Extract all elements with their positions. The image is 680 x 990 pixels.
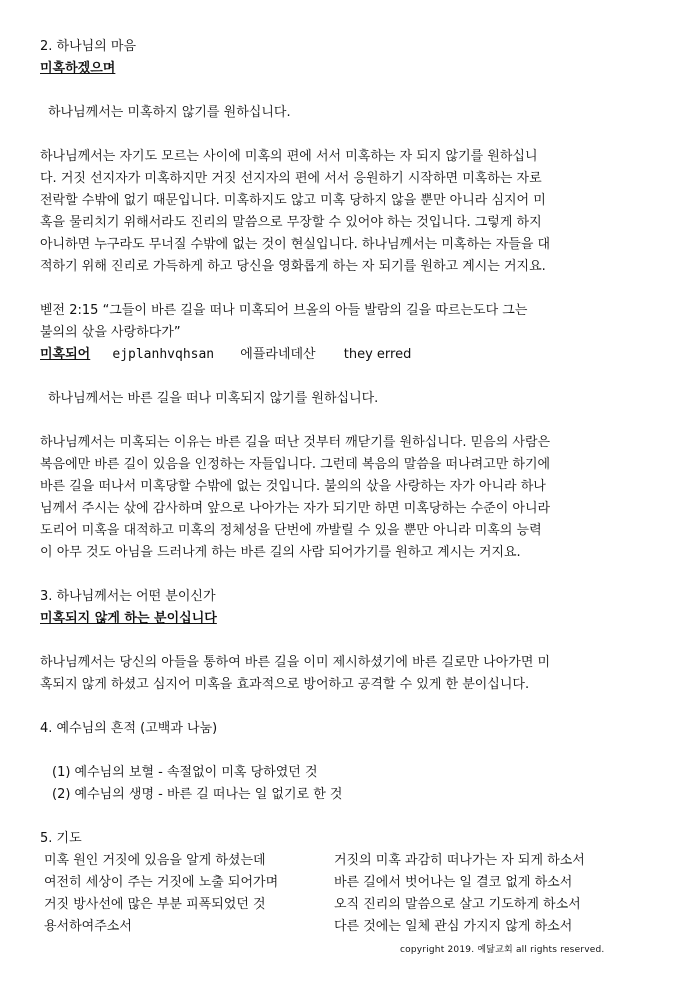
paragraph-line: 바른 길을 떠나서 미혹당할 수밖에 없는 것입니다. 불의의 삯을 사랑하는 자가 아니라 하나 [40,479,546,494]
paragraph-line: 도리어 미혹을 대적하고 미혹의 정체성을 단번에 까발릴 수 있을 뿐만 아니라 미혹의 능력 [40,523,542,538]
keyword-row [40,344,640,366]
list-item: (2) 예수님의 생명 - 바른 길 떠나는 일 없기로 한 것 [52,787,343,802]
section-2-paragraph-1 [40,146,640,278]
prayer-left-column [40,850,330,938]
keyword-korean: 미혹되어 [40,347,91,362]
section-4-heading: 4. 예수님의 흔적 (고백과 나눔) [40,721,218,736]
prayer-line: 오직 진리의 말씀으로 살고 기도하게 하소서 [334,897,581,912]
bible-verse [40,300,640,344]
paragraph-line: 적하기 위해 진리로 가득하게 하고 당신을 영화롭게 하는 자 되기를 원하고 계시는 거지요. [40,259,546,274]
prayer-line: 용서하여주소서 [44,919,132,934]
list-item: (1) 예수님의 보혈 - 속절없이 미혹 당하였던 것 [52,765,318,780]
paragraph-line: 아니하면 누구라도 무너질 수밖에 없는 것이 현실입니다. 하나님께서는 미혹하는 자들을 대 [40,237,551,252]
section-2-heading: 2. 하나님의 마음 [40,39,137,54]
prayer-line: 다른 것에는 일체 관심 가지지 않게 하소서 [334,919,573,934]
paragraph-line: 복음에만 바른 길이 있음을 인정하는 자들입니다. 그런데 복음의 말씀을 떠나려고만 하기에 [40,457,551,472]
prayer-right-column [334,850,624,938]
section-2-subheading: 미혹하겠으며 [40,61,116,76]
paragraph-line: 하나님께서는 자기도 모르는 사이에 미혹의 편에 서서 미혹하는 자 되지 않기를 원하십니 [40,149,538,164]
document-page [40,36,640,938]
keyword-phonetic: 에플라네데산 [240,347,316,362]
paragraph-line: 하나님께서는 당신의 아들을 통하여 바른 길을 이미 제시하셨기에 바른 길로만 나아가면 미 [40,655,551,670]
prayer-line: 여전히 세상이 주는 거짓에 노출 되어가며 [44,875,279,890]
section-3-heading: 3. 하나님께서는 어떤 분이신가 [40,589,216,604]
section-2-summary-1: 하나님께서는 미혹하지 않기를 원하십니다. [48,105,291,120]
paragraph-line: 이 아무 것도 아님을 드러나게 하는 바른 길의 사람 되어가기를 원하고 계시는 거지요. [40,545,521,560]
prayer-line: 거짓의 미혹 과감히 떠나가는 자 되게 하소서 [334,853,585,868]
verse-line: 벧전 2:15 “그들이 바른 길을 떠나 미혹되어 브올의 아들 발람의 길을 따르는도다 그는 [40,303,528,318]
keyword-english: they erred [343,347,412,362]
paragraph-line: 혹되지 않게 하셨고 심지어 미혹을 효과적으로 방어하고 공격할 수 있게 한 분이십니다. [40,677,530,692]
prayer-line: 바른 길에서 벗어나는 일 결코 없게 하소서 [334,875,573,890]
section-2-summary-2: 하나님께서는 바른 길을 떠나 미혹되지 않기를 원하십니다. [48,391,379,406]
copyright-footer: copyright 2019. 예닮교회 all rights reserved. [400,945,605,955]
paragraph-line: 하나님께서는 미혹되는 이유는 바른 길을 떠난 것부터 깨닫기를 원하십니다. 믿음의 사람은 [40,435,551,450]
section-2-paragraph-2 [40,432,640,564]
prayer-line: 거짓 방사선에 많은 부분 피폭되었던 것 [44,897,266,912]
section-3-subheading: 미혹되지 않게 하는 분이십니다 [40,611,217,626]
keyword-transliteration: ejplanhvqhsan [112,347,215,362]
paragraph-line: 다. 거짓 선지자가 미혹하지만 거짓 선지자의 편에 서서 응원하기 시작하면 미혹하는 자로 [40,171,542,186]
paragraph-line: 님께서 주시는 삯에 감사하며 앞으로 나아가는 자가 되기만 하면 미혹당하는 수준이 아니라 [40,501,551,516]
section-5-heading: 5. 기도 [40,831,82,846]
paragraph-line: 전락할 수밖에 없기 때문입니다. 미혹하지도 않고 미혹 당하지 않을 뿐만 아니라 심지어 미 [40,193,546,208]
paragraph-line: 혹을 물리치기 위해서라도 진리의 말씀으로 무장할 수 있어야 하는 것입니다. 그렇게 하지 [40,215,542,230]
prayer-columns [40,850,640,938]
section-3-paragraph [40,652,640,696]
prayer-line: 미혹 원인 거짓에 있음을 알게 하셨는데 [44,853,266,868]
verse-line: 불의의 삯을 사랑하다가” [40,325,181,340]
